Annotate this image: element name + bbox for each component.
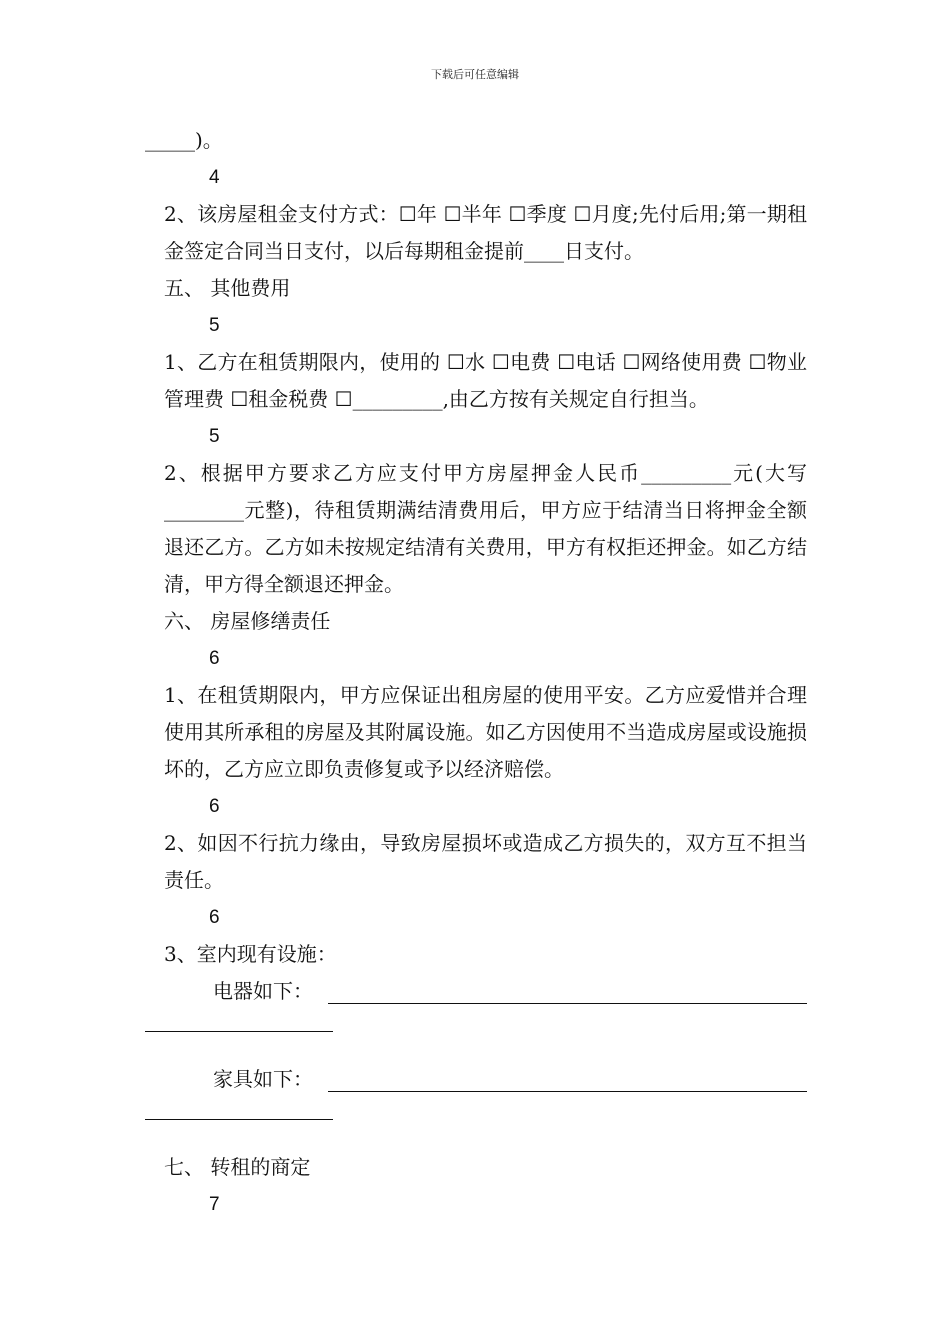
page-header: 下载后可任意编辑 [431,68,519,81]
article-number: 5 [209,426,220,447]
appliances-underline [328,1003,807,1004]
clause-deposit: 2、根据甲方要求乙方应支付甲方房屋押金人民币_________元(大写________元整)，待租赁期满结清费用后，甲方应于结清当日将押金全额退还乙方。乙方如未按规定结清有关费用，甲方有权拒还押金。如乙方结清，甲方得全额退还押金。 [164,461,807,596]
article-number: 7 [209,1194,220,1215]
paragraph-fragment: _____)。 [145,128,223,152]
furniture-underline-continued [145,1098,333,1120]
appliances-label: 电器如下： [213,979,313,1003]
document-body [145,122,807,1223]
clause-force-majeure: 2、如因不行抗力缘由，导致房屋损坏或造成乙方损失的，双方互不担当责任。 [164,831,807,892]
clause-facilities: 3、室内现有设施： [164,942,337,966]
furniture-underline [328,1091,807,1092]
appliances-fill-line-2 [145,1010,807,1047]
section-heading-other-fees: 五、 其他费用 [164,276,291,300]
article-number: 4 [209,167,220,188]
appliances-fill-line [145,973,807,1010]
appliances-underline-continued [145,1010,333,1032]
article-number: 6 [209,796,220,817]
section-heading-sublease: 七、 转租的商定 [164,1155,311,1179]
clause-rent-payment: 2、该房屋租金支付方式：☐年 ☐半年 ☐季度 ☐月度;先付后用;第一期租金签定合同当日支付，以后每期租金提前____日支付。 [164,202,807,263]
article-number: 6 [209,648,220,669]
furniture-fill-line-2 [145,1098,807,1135]
section-heading-repair: 六、 房屋修缮责任 [164,609,331,633]
furniture-fill-line [145,1061,807,1098]
furniture-label: 家具如下： [213,1067,313,1091]
clause-safety: 1、在租赁期限内，甲方应保证出租房屋的使用平安。乙方应爱惜并合理使用其所承租的房屋及其附属设施。如乙方因使用不当造成房屋或设施损坏的，乙方应立即负责修复或予以经济赔偿。 [164,683,807,781]
article-number: 5 [209,315,220,336]
article-number: 6 [209,907,220,928]
spacer [145,1135,807,1149]
spacer [145,1047,807,1061]
clause-utilities: 1、乙方在租赁期限内，使用的 ☐水 ☐电费 ☐电话 ☐网络使用费 ☐物业管理费 ☐租金税费 ☐_________,由乙方按有关规定自行担当。 [164,350,807,411]
